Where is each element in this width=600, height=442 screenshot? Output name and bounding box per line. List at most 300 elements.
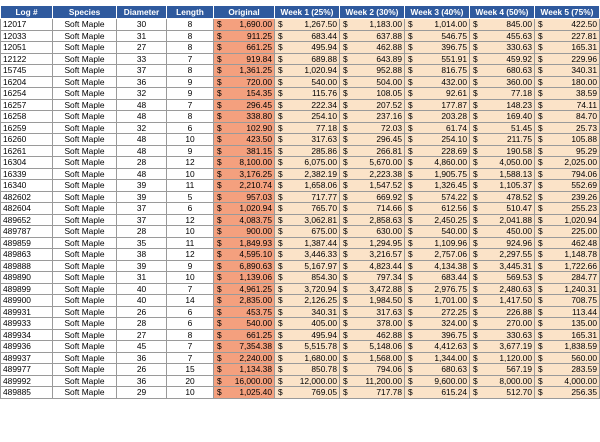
week-5-price-cell[interactable] bbox=[535, 375, 600, 387]
species-cell[interactable]: Soft Maple bbox=[53, 99, 117, 111]
log-number-cell[interactable]: 489931 bbox=[1, 306, 53, 318]
diameter-cell[interactable]: 37 bbox=[117, 65, 167, 77]
original-price-cell[interactable] bbox=[214, 76, 275, 88]
species-cell[interactable]: Soft Maple bbox=[53, 88, 117, 100]
week-2-price-cell[interactable] bbox=[340, 341, 405, 353]
diameter-cell[interactable]: 37 bbox=[117, 214, 167, 226]
diameter-cell[interactable]: 36 bbox=[117, 375, 167, 387]
length-cell[interactable]: 9 bbox=[167, 260, 214, 272]
species-cell[interactable]: Soft Maple bbox=[53, 364, 117, 376]
week-4-price-cell[interactable] bbox=[470, 30, 535, 42]
week-5-price-cell[interactable] bbox=[535, 364, 600, 376]
week-2-price-cell[interactable] bbox=[340, 111, 405, 123]
species-cell[interactable]: Soft Maple bbox=[53, 341, 117, 353]
week-5-price-cell[interactable] bbox=[535, 191, 600, 203]
week-2-price-cell[interactable] bbox=[340, 237, 405, 249]
week-5-price-cell[interactable] bbox=[535, 341, 600, 353]
week-2-price-cell[interactable] bbox=[340, 203, 405, 215]
week-3-price-cell[interactable] bbox=[405, 122, 470, 134]
week-1-price-cell[interactable] bbox=[275, 203, 340, 215]
week-4-price-cell[interactable] bbox=[470, 341, 535, 353]
length-cell[interactable]: 7 bbox=[167, 53, 214, 65]
species-cell[interactable]: Soft Maple bbox=[53, 237, 117, 249]
week-3-price-cell[interactable] bbox=[405, 134, 470, 146]
week-2-price-cell[interactable] bbox=[340, 157, 405, 169]
week-3-price-cell[interactable] bbox=[405, 99, 470, 111]
diameter-cell[interactable]: 45 bbox=[117, 341, 167, 353]
length-cell[interactable]: 14 bbox=[167, 295, 214, 307]
week-5-price-cell[interactable] bbox=[535, 145, 600, 157]
diameter-cell[interactable]: 26 bbox=[117, 306, 167, 318]
species-cell[interactable]: Soft Maple bbox=[53, 180, 117, 192]
length-cell[interactable]: 20 bbox=[167, 375, 214, 387]
original-price-cell[interactable] bbox=[214, 19, 275, 31]
week-3-price-cell[interactable] bbox=[405, 53, 470, 65]
week-1-price-cell[interactable] bbox=[275, 30, 340, 42]
week-4-price-cell[interactable] bbox=[470, 76, 535, 88]
week-1-price-cell[interactable] bbox=[275, 329, 340, 341]
original-price-cell[interactable] bbox=[214, 318, 275, 330]
week-5-price-cell[interactable] bbox=[535, 76, 600, 88]
week-5-price-cell[interactable] bbox=[535, 42, 600, 54]
week-1-price-cell[interactable] bbox=[275, 260, 340, 272]
week-5-price-cell[interactable] bbox=[535, 387, 600, 399]
week-3-price-cell[interactable] bbox=[405, 318, 470, 330]
diameter-cell[interactable]: 40 bbox=[117, 295, 167, 307]
week-4-price-cell[interactable] bbox=[470, 364, 535, 376]
diameter-cell[interactable]: 30 bbox=[117, 19, 167, 31]
week-1-price-cell[interactable] bbox=[275, 65, 340, 77]
species-cell[interactable]: Soft Maple bbox=[53, 76, 117, 88]
week-1-price-cell[interactable] bbox=[275, 134, 340, 146]
week-4-price-cell[interactable] bbox=[470, 283, 535, 295]
species-cell[interactable]: Soft Maple bbox=[53, 145, 117, 157]
species-cell[interactable]: Soft Maple bbox=[53, 30, 117, 42]
log-number-cell[interactable]: 482604 bbox=[1, 203, 53, 215]
week-5-price-cell[interactable] bbox=[535, 111, 600, 123]
week-4-price-cell[interactable] bbox=[470, 249, 535, 261]
diameter-cell[interactable]: 29 bbox=[117, 387, 167, 399]
week-1-price-cell[interactable] bbox=[275, 76, 340, 88]
length-cell[interactable]: 11 bbox=[167, 180, 214, 192]
week-4-price-cell[interactable] bbox=[470, 318, 535, 330]
length-cell[interactable]: 6 bbox=[167, 306, 214, 318]
week-4-price-cell[interactable] bbox=[470, 295, 535, 307]
week-5-price-cell[interactable] bbox=[535, 329, 600, 341]
week-4-price-cell[interactable] bbox=[470, 214, 535, 226]
log-number-cell[interactable]: 489863 bbox=[1, 249, 53, 261]
week-5-price-cell[interactable] bbox=[535, 237, 600, 249]
original-price-cell[interactable] bbox=[214, 157, 275, 169]
week-1-price-cell[interactable] bbox=[275, 272, 340, 284]
week-2-price-cell[interactable] bbox=[340, 318, 405, 330]
week-1-price-cell[interactable] bbox=[275, 19, 340, 31]
diameter-cell[interactable]: 37 bbox=[117, 203, 167, 215]
week-1-price-cell[interactable] bbox=[275, 145, 340, 157]
length-cell[interactable]: 10 bbox=[167, 387, 214, 399]
week-4-price-cell[interactable] bbox=[470, 168, 535, 180]
week-2-price-cell[interactable] bbox=[340, 226, 405, 238]
week-3-price-cell[interactable] bbox=[405, 272, 470, 284]
diameter-cell[interactable]: 31 bbox=[117, 30, 167, 42]
diameter-cell[interactable]: 35 bbox=[117, 237, 167, 249]
week-5-price-cell[interactable] bbox=[535, 306, 600, 318]
length-cell[interactable]: 6 bbox=[167, 203, 214, 215]
original-price-cell[interactable] bbox=[214, 214, 275, 226]
length-cell[interactable]: 5 bbox=[167, 191, 214, 203]
week-1-price-cell[interactable] bbox=[275, 249, 340, 261]
week-2-price-cell[interactable] bbox=[340, 180, 405, 192]
week-1-price-cell[interactable] bbox=[275, 226, 340, 238]
log-number-cell[interactable]: 16260 bbox=[1, 134, 53, 146]
species-cell[interactable]: Soft Maple bbox=[53, 387, 117, 399]
diameter-cell[interactable]: 48 bbox=[117, 168, 167, 180]
diameter-cell[interactable]: 27 bbox=[117, 42, 167, 54]
log-number-cell[interactable]: 16339 bbox=[1, 168, 53, 180]
species-cell[interactable]: Soft Maple bbox=[53, 111, 117, 123]
week-1-price-cell[interactable] bbox=[275, 237, 340, 249]
length-cell[interactable]: 11 bbox=[167, 237, 214, 249]
week-2-price-cell[interactable] bbox=[340, 375, 405, 387]
header-week-3[interactable]: Week 3 (40%) bbox=[405, 6, 470, 19]
week-4-price-cell[interactable] bbox=[470, 226, 535, 238]
diameter-cell[interactable]: 48 bbox=[117, 145, 167, 157]
log-number-cell[interactable]: 489890 bbox=[1, 272, 53, 284]
original-price-cell[interactable] bbox=[214, 122, 275, 134]
species-cell[interactable]: Soft Maple bbox=[53, 157, 117, 169]
log-number-cell[interactable]: 489977 bbox=[1, 364, 53, 376]
week-2-price-cell[interactable] bbox=[340, 329, 405, 341]
week-2-price-cell[interactable] bbox=[340, 53, 405, 65]
species-cell[interactable]: Soft Maple bbox=[53, 249, 117, 261]
diameter-cell[interactable]: 48 bbox=[117, 134, 167, 146]
week-5-price-cell[interactable] bbox=[535, 99, 600, 111]
week-2-price-cell[interactable] bbox=[340, 168, 405, 180]
week-4-price-cell[interactable] bbox=[470, 329, 535, 341]
length-cell[interactable]: 12 bbox=[167, 157, 214, 169]
species-cell[interactable]: Soft Maple bbox=[53, 168, 117, 180]
species-cell[interactable]: Soft Maple bbox=[53, 352, 117, 364]
week-3-price-cell[interactable] bbox=[405, 65, 470, 77]
original-price-cell[interactable] bbox=[214, 180, 275, 192]
species-cell[interactable]: Soft Maple bbox=[53, 318, 117, 330]
week-2-price-cell[interactable] bbox=[340, 65, 405, 77]
species-cell[interactable]: Soft Maple bbox=[53, 53, 117, 65]
original-price-cell[interactable] bbox=[214, 53, 275, 65]
week-1-price-cell[interactable] bbox=[275, 111, 340, 123]
week-4-price-cell[interactable] bbox=[470, 88, 535, 100]
header-week-5[interactable]: Week 5 (75%) bbox=[535, 6, 600, 19]
species-cell[interactable]: Soft Maple bbox=[53, 306, 117, 318]
log-number-cell[interactable]: 489652 bbox=[1, 214, 53, 226]
week-3-price-cell[interactable] bbox=[405, 88, 470, 100]
diameter-cell[interactable]: 28 bbox=[117, 318, 167, 330]
log-number-cell[interactable]: 489992 bbox=[1, 375, 53, 387]
original-price-cell[interactable] bbox=[214, 145, 275, 157]
week-2-price-cell[interactable] bbox=[340, 191, 405, 203]
week-1-price-cell[interactable] bbox=[275, 42, 340, 54]
week-1-price-cell[interactable] bbox=[275, 88, 340, 100]
week-2-price-cell[interactable] bbox=[340, 387, 405, 399]
original-price-cell[interactable] bbox=[214, 111, 275, 123]
week-4-price-cell[interactable] bbox=[470, 65, 535, 77]
week-4-price-cell[interactable] bbox=[470, 352, 535, 364]
week-2-price-cell[interactable] bbox=[340, 76, 405, 88]
log-number-cell[interactable]: 489885 bbox=[1, 387, 53, 399]
log-number-cell[interactable]: 489934 bbox=[1, 329, 53, 341]
log-number-cell[interactable]: 489888 bbox=[1, 260, 53, 272]
log-number-cell[interactable]: 12033 bbox=[1, 30, 53, 42]
week-1-price-cell[interactable] bbox=[275, 341, 340, 353]
week-2-price-cell[interactable] bbox=[340, 122, 405, 134]
week-4-price-cell[interactable] bbox=[470, 145, 535, 157]
week-5-price-cell[interactable] bbox=[535, 180, 600, 192]
week-4-price-cell[interactable] bbox=[470, 306, 535, 318]
week-4-price-cell[interactable] bbox=[470, 180, 535, 192]
diameter-cell[interactable]: 27 bbox=[117, 329, 167, 341]
log-number-cell[interactable]: 15745 bbox=[1, 65, 53, 77]
original-price-cell[interactable] bbox=[214, 237, 275, 249]
diameter-cell[interactable]: 33 bbox=[117, 53, 167, 65]
week-2-price-cell[interactable] bbox=[340, 214, 405, 226]
week-3-price-cell[interactable] bbox=[405, 283, 470, 295]
length-cell[interactable]: 6 bbox=[167, 318, 214, 330]
week-2-price-cell[interactable] bbox=[340, 283, 405, 295]
week-5-price-cell[interactable] bbox=[535, 168, 600, 180]
length-cell[interactable]: 8 bbox=[167, 30, 214, 42]
header-diameter[interactable]: Diameter bbox=[117, 6, 167, 19]
diameter-cell[interactable]: 26 bbox=[117, 364, 167, 376]
original-price-cell[interactable] bbox=[214, 329, 275, 341]
week-5-price-cell[interactable] bbox=[535, 318, 600, 330]
header-species[interactable]: Species bbox=[53, 6, 117, 19]
species-cell[interactable]: Soft Maple bbox=[53, 260, 117, 272]
week-4-price-cell[interactable] bbox=[470, 42, 535, 54]
length-cell[interactable]: 9 bbox=[167, 145, 214, 157]
week-3-price-cell[interactable] bbox=[405, 329, 470, 341]
week-2-price-cell[interactable] bbox=[340, 272, 405, 284]
week-3-price-cell[interactable] bbox=[405, 214, 470, 226]
week-5-price-cell[interactable] bbox=[535, 260, 600, 272]
species-cell[interactable]: Soft Maple bbox=[53, 19, 117, 31]
week-1-price-cell[interactable] bbox=[275, 318, 340, 330]
diameter-cell[interactable]: 48 bbox=[117, 111, 167, 123]
diameter-cell[interactable]: 28 bbox=[117, 157, 167, 169]
week-2-price-cell[interactable] bbox=[340, 19, 405, 31]
week-3-price-cell[interactable] bbox=[405, 306, 470, 318]
species-cell[interactable]: Soft Maple bbox=[53, 295, 117, 307]
week-3-price-cell[interactable] bbox=[405, 260, 470, 272]
week-3-price-cell[interactable] bbox=[405, 111, 470, 123]
week-1-price-cell[interactable] bbox=[275, 180, 340, 192]
length-cell[interactable]: 7 bbox=[167, 352, 214, 364]
species-cell[interactable]: Soft Maple bbox=[53, 226, 117, 238]
header-week-2[interactable]: Week 2 (30%) bbox=[340, 6, 405, 19]
week-1-price-cell[interactable] bbox=[275, 387, 340, 399]
week-5-price-cell[interactable] bbox=[535, 226, 600, 238]
log-number-cell[interactable]: 489937 bbox=[1, 352, 53, 364]
week-3-price-cell[interactable] bbox=[405, 42, 470, 54]
week-5-price-cell[interactable] bbox=[535, 272, 600, 284]
original-price-cell[interactable] bbox=[214, 364, 275, 376]
length-cell[interactable]: 15 bbox=[167, 364, 214, 376]
week-5-price-cell[interactable] bbox=[535, 134, 600, 146]
week-1-price-cell[interactable] bbox=[275, 157, 340, 169]
week-4-price-cell[interactable] bbox=[470, 260, 535, 272]
week-5-price-cell[interactable] bbox=[535, 249, 600, 261]
week-5-price-cell[interactable] bbox=[535, 53, 600, 65]
week-1-price-cell[interactable] bbox=[275, 295, 340, 307]
log-number-cell[interactable]: 16254 bbox=[1, 88, 53, 100]
week-3-price-cell[interactable] bbox=[405, 76, 470, 88]
week-2-price-cell[interactable] bbox=[340, 249, 405, 261]
length-cell[interactable]: 9 bbox=[167, 88, 214, 100]
log-number-cell[interactable]: 489933 bbox=[1, 318, 53, 330]
log-number-cell[interactable]: 16204 bbox=[1, 76, 53, 88]
log-number-cell[interactable]: 16304 bbox=[1, 157, 53, 169]
week-1-price-cell[interactable] bbox=[275, 283, 340, 295]
original-price-cell[interactable] bbox=[214, 341, 275, 353]
week-1-price-cell[interactable] bbox=[275, 191, 340, 203]
original-price-cell[interactable] bbox=[214, 99, 275, 111]
week-2-price-cell[interactable] bbox=[340, 88, 405, 100]
week-2-price-cell[interactable] bbox=[340, 352, 405, 364]
length-cell[interactable]: 7 bbox=[167, 341, 214, 353]
week-5-price-cell[interactable] bbox=[535, 214, 600, 226]
length-cell[interactable]: 8 bbox=[167, 19, 214, 31]
log-number-cell[interactable]: 489859 bbox=[1, 237, 53, 249]
week-2-price-cell[interactable] bbox=[340, 364, 405, 376]
week-2-price-cell[interactable] bbox=[340, 99, 405, 111]
diameter-cell[interactable]: 39 bbox=[117, 180, 167, 192]
week-1-price-cell[interactable] bbox=[275, 53, 340, 65]
week-3-price-cell[interactable] bbox=[405, 191, 470, 203]
week-5-price-cell[interactable] bbox=[535, 295, 600, 307]
week-4-price-cell[interactable] bbox=[470, 134, 535, 146]
week-2-price-cell[interactable] bbox=[340, 42, 405, 54]
species-cell[interactable]: Soft Maple bbox=[53, 283, 117, 295]
header-week-4[interactable]: Week 4 (50%) bbox=[470, 6, 535, 19]
week-4-price-cell[interactable] bbox=[470, 191, 535, 203]
week-3-price-cell[interactable] bbox=[405, 157, 470, 169]
week-3-price-cell[interactable] bbox=[405, 226, 470, 238]
week-2-price-cell[interactable] bbox=[340, 260, 405, 272]
week-1-price-cell[interactable] bbox=[275, 99, 340, 111]
week-3-price-cell[interactable] bbox=[405, 203, 470, 215]
species-cell[interactable]: Soft Maple bbox=[53, 375, 117, 387]
original-price-cell[interactable] bbox=[214, 306, 275, 318]
diameter-cell[interactable]: 40 bbox=[117, 283, 167, 295]
week-5-price-cell[interactable] bbox=[535, 19, 600, 31]
original-price-cell[interactable] bbox=[214, 203, 275, 215]
log-number-cell[interactable]: 489787 bbox=[1, 226, 53, 238]
length-cell[interactable]: 10 bbox=[167, 168, 214, 180]
length-cell[interactable]: 7 bbox=[167, 99, 214, 111]
week-1-price-cell[interactable] bbox=[275, 168, 340, 180]
week-5-price-cell[interactable] bbox=[535, 88, 600, 100]
log-number-cell[interactable]: 489900 bbox=[1, 295, 53, 307]
header-original[interactable]: Original bbox=[214, 6, 275, 19]
original-price-cell[interactable] bbox=[214, 226, 275, 238]
week-4-price-cell[interactable] bbox=[470, 387, 535, 399]
week-1-price-cell[interactable] bbox=[275, 364, 340, 376]
week-3-price-cell[interactable] bbox=[405, 180, 470, 192]
original-price-cell[interactable] bbox=[214, 88, 275, 100]
original-price-cell[interactable] bbox=[214, 387, 275, 399]
original-price-cell[interactable] bbox=[214, 272, 275, 284]
original-price-cell[interactable] bbox=[214, 42, 275, 54]
diameter-cell[interactable]: 36 bbox=[117, 76, 167, 88]
week-4-price-cell[interactable] bbox=[470, 203, 535, 215]
week-5-price-cell[interactable] bbox=[535, 30, 600, 42]
week-4-price-cell[interactable] bbox=[470, 237, 535, 249]
week-2-price-cell[interactable] bbox=[340, 306, 405, 318]
week-3-price-cell[interactable] bbox=[405, 364, 470, 376]
species-cell[interactable]: Soft Maple bbox=[53, 65, 117, 77]
week-1-price-cell[interactable] bbox=[275, 306, 340, 318]
week-3-price-cell[interactable] bbox=[405, 295, 470, 307]
week-4-price-cell[interactable] bbox=[470, 375, 535, 387]
diameter-cell[interactable]: 38 bbox=[117, 249, 167, 261]
species-cell[interactable]: Soft Maple bbox=[53, 122, 117, 134]
week-4-price-cell[interactable] bbox=[470, 157, 535, 169]
week-5-price-cell[interactable] bbox=[535, 65, 600, 77]
species-cell[interactable]: Soft Maple bbox=[53, 134, 117, 146]
week-5-price-cell[interactable] bbox=[535, 122, 600, 134]
week-3-price-cell[interactable] bbox=[405, 375, 470, 387]
original-price-cell[interactable] bbox=[214, 191, 275, 203]
length-cell[interactable]: 6 bbox=[167, 122, 214, 134]
week-3-price-cell[interactable] bbox=[405, 168, 470, 180]
week-4-price-cell[interactable] bbox=[470, 19, 535, 31]
log-number-cell[interactable]: 12051 bbox=[1, 42, 53, 54]
length-cell[interactable]: 12 bbox=[167, 214, 214, 226]
species-cell[interactable]: Soft Maple bbox=[53, 191, 117, 203]
species-cell[interactable]: Soft Maple bbox=[53, 42, 117, 54]
species-cell[interactable]: Soft Maple bbox=[53, 203, 117, 215]
week-4-price-cell[interactable] bbox=[470, 99, 535, 111]
week-4-price-cell[interactable] bbox=[470, 272, 535, 284]
week-2-price-cell[interactable] bbox=[340, 295, 405, 307]
week-3-price-cell[interactable] bbox=[405, 30, 470, 42]
week-4-price-cell[interactable] bbox=[470, 122, 535, 134]
week-4-price-cell[interactable] bbox=[470, 111, 535, 123]
week-2-price-cell[interactable] bbox=[340, 134, 405, 146]
week-3-price-cell[interactable] bbox=[405, 387, 470, 399]
original-price-cell[interactable] bbox=[214, 30, 275, 42]
diameter-cell[interactable]: 36 bbox=[117, 352, 167, 364]
header-week-1[interactable]: Week 1 (25%) bbox=[275, 6, 340, 19]
week-3-price-cell[interactable] bbox=[405, 145, 470, 157]
diameter-cell[interactable]: 48 bbox=[117, 99, 167, 111]
length-cell[interactable]: 8 bbox=[167, 329, 214, 341]
log-number-cell[interactable]: 16258 bbox=[1, 111, 53, 123]
length-cell[interactable]: 7 bbox=[167, 283, 214, 295]
diameter-cell[interactable]: 32 bbox=[117, 88, 167, 100]
original-price-cell[interactable] bbox=[214, 375, 275, 387]
species-cell[interactable]: Soft Maple bbox=[53, 214, 117, 226]
diameter-cell[interactable]: 39 bbox=[117, 260, 167, 272]
week-1-price-cell[interactable] bbox=[275, 122, 340, 134]
original-price-cell[interactable] bbox=[214, 65, 275, 77]
log-number-cell[interactable]: 489936 bbox=[1, 341, 53, 353]
week-5-price-cell[interactable] bbox=[535, 157, 600, 169]
week-5-price-cell[interactable] bbox=[535, 352, 600, 364]
length-cell[interactable]: 9 bbox=[167, 76, 214, 88]
week-1-price-cell[interactable] bbox=[275, 214, 340, 226]
week-5-price-cell[interactable] bbox=[535, 283, 600, 295]
original-price-cell[interactable] bbox=[214, 352, 275, 364]
